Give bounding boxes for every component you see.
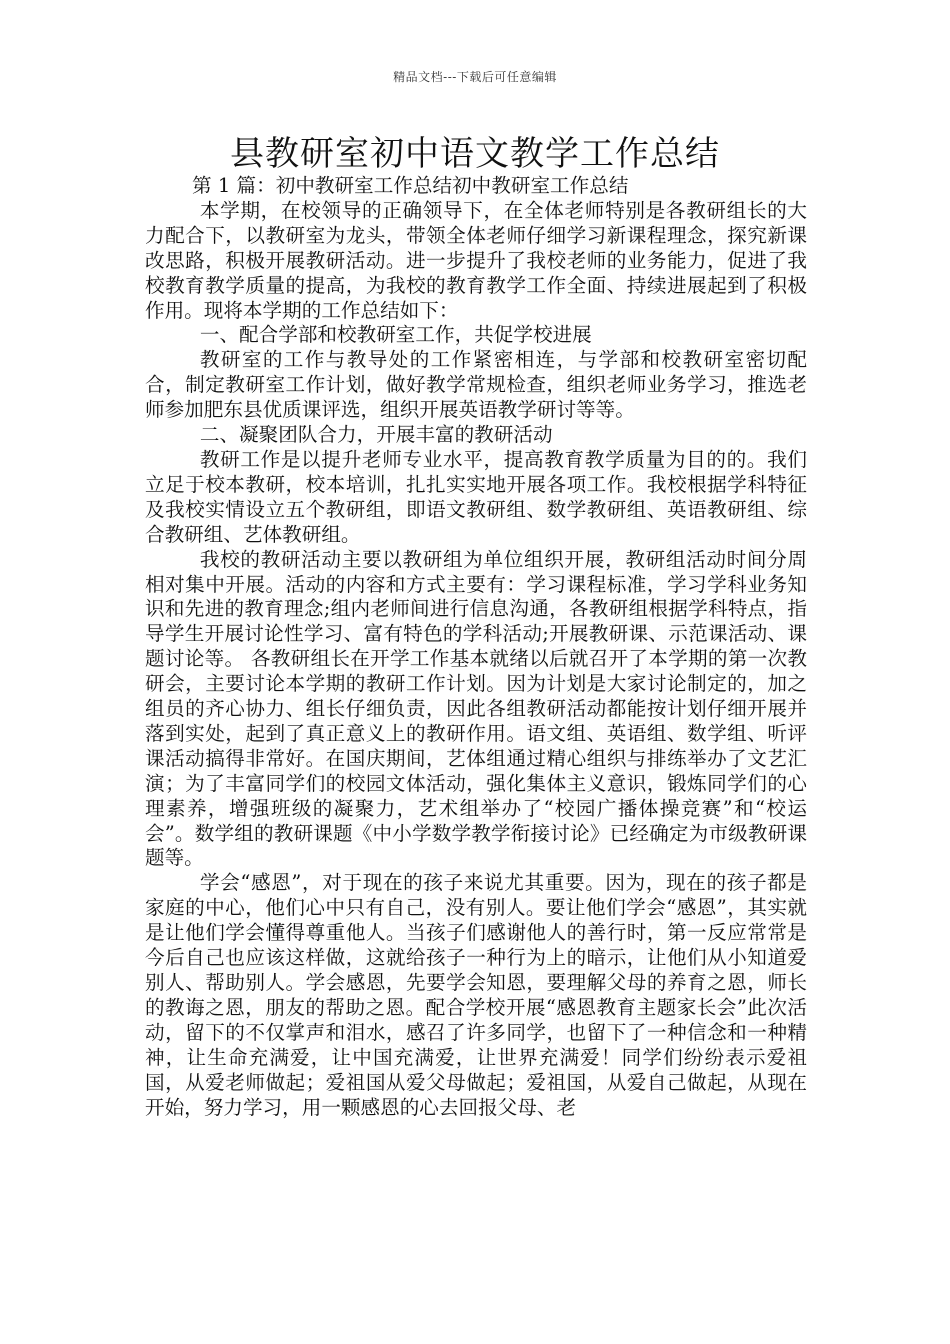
section-heading-1: 一、配合学部和校教研室工作，共促学校进展 [199, 323, 592, 347]
document-body [145, 174, 807, 1120]
header-note: 精品文档---下载后可任意编辑 [393, 70, 557, 84]
paragraph-activities: 我校的教研活动主要以教研组为单位组织开展，教研组活动时间分周相对集中开展。活动的内容和方式主要有：学习课程标准，学习学科业务知识和先进的教育理念;组内老师间进行信息沟通，各教研组根据学科特点，指导学生开展讨论性学习、富有特色的学科活动;开展教研课、示范课活动、课题讨论等。 各教研组长在开学工作基本就绪以后就召开了本学期的第一次教研会，主要讨论本学期的教研工作计划。因为计划是大家讨论制定的，加之组员的齐心协力、组长仔细负责，因此各组教研活动都能按计划仔细开展并落到实处，起到了真正意义上的教研作用。语文组、英语组、数学组、听评课活动搞得非常好。在国庆期间，艺体组通过精心组织与排练举办了文艺汇演；为了丰富同学们的校园文体活动，强化集体主义意识，锻炼同学们的心理素养，增强班级的凝聚力，艺术组举办了“校园广播体操竞赛”和“校运会”。数学组的教研课题《中小学数学教学衔接讨论》已经确定为市级教研课题等。 [145, 547, 807, 870]
section-heading-2: 二、凝聚团队合力，开展丰富的教研活动 [199, 423, 553, 447]
paragraph-section-1: 教研室的工作与教导处的工作紧密相连，与学部和校教研室密切配合，制定教研室工作计划，做好教学常规检查，组织老师业务学习，推选老师参加肥东县优质课评选，组织开展英语教学研讨等等。 [145, 348, 807, 422]
paragraph-intro: 本学期，在校领导的正确领导下，在全体老师特别是各教研组长的大力配合下，以教研室为龙头，带领全体老师仔细学习新课程理念，探究新课改思路，积极开展教研活动。进一步提升了我校老师的业务能力，促进了我校教育教学质量的提高，为我校的教育教学工作全面、持续进展起到了积极作用。现将本学期的工作总结如下： [145, 198, 807, 322]
chapter-subtitle: 第 1 篇：初中教研室工作总结初中教研室工作总结 [192, 174, 629, 197]
document-title: 县教研室初中语文教学工作总结 [230, 134, 720, 174]
paragraph-section-2: 教研工作是以提升老师专业水平，提高教育教学质量为目的的。我们立足于校本教研，校本培训，扎扎实实地开展各项工作。我校根据学科特征及我校实情设立五个教研组，即语文教研组、数学教研组、英语教研组、综合教研组、艺体教研组。 [145, 447, 807, 546]
paragraph-gratitude: 学会“感恩”，对于现在的孩子来说尤其重要。因为，现在的孩子都是家庭的中心，他们心中只有自己，没有别人。要让他们学会“感恩”，其实就是让他们学会懂得尊重他人。当孩子们感谢他人的善行时，第一反应常常是今后自己也应该这样做，这就给孩子一种行为上的暗示，让他们从小知道爱别人、帮助别人。学会感恩，先要学会知恩，要理解父母的养育之恩，师长的教诲之恩，朋友的帮助之恩。配合学校开展“感恩教育主题家长会”此次活动，留下的不仅掌声和泪水，感召了许多同学，也留下了一种信念和一种精神，让生命充满爱，让中国充满爱，让世界充满爱！同学们纷纷表示爱祖国，从爱老师做起；爱祖国从爱父母做起；爱祖国，从爱自己做起，从现在开始，努力学习，用一颗感恩的心去回报父母、老 [145, 871, 807, 1119]
